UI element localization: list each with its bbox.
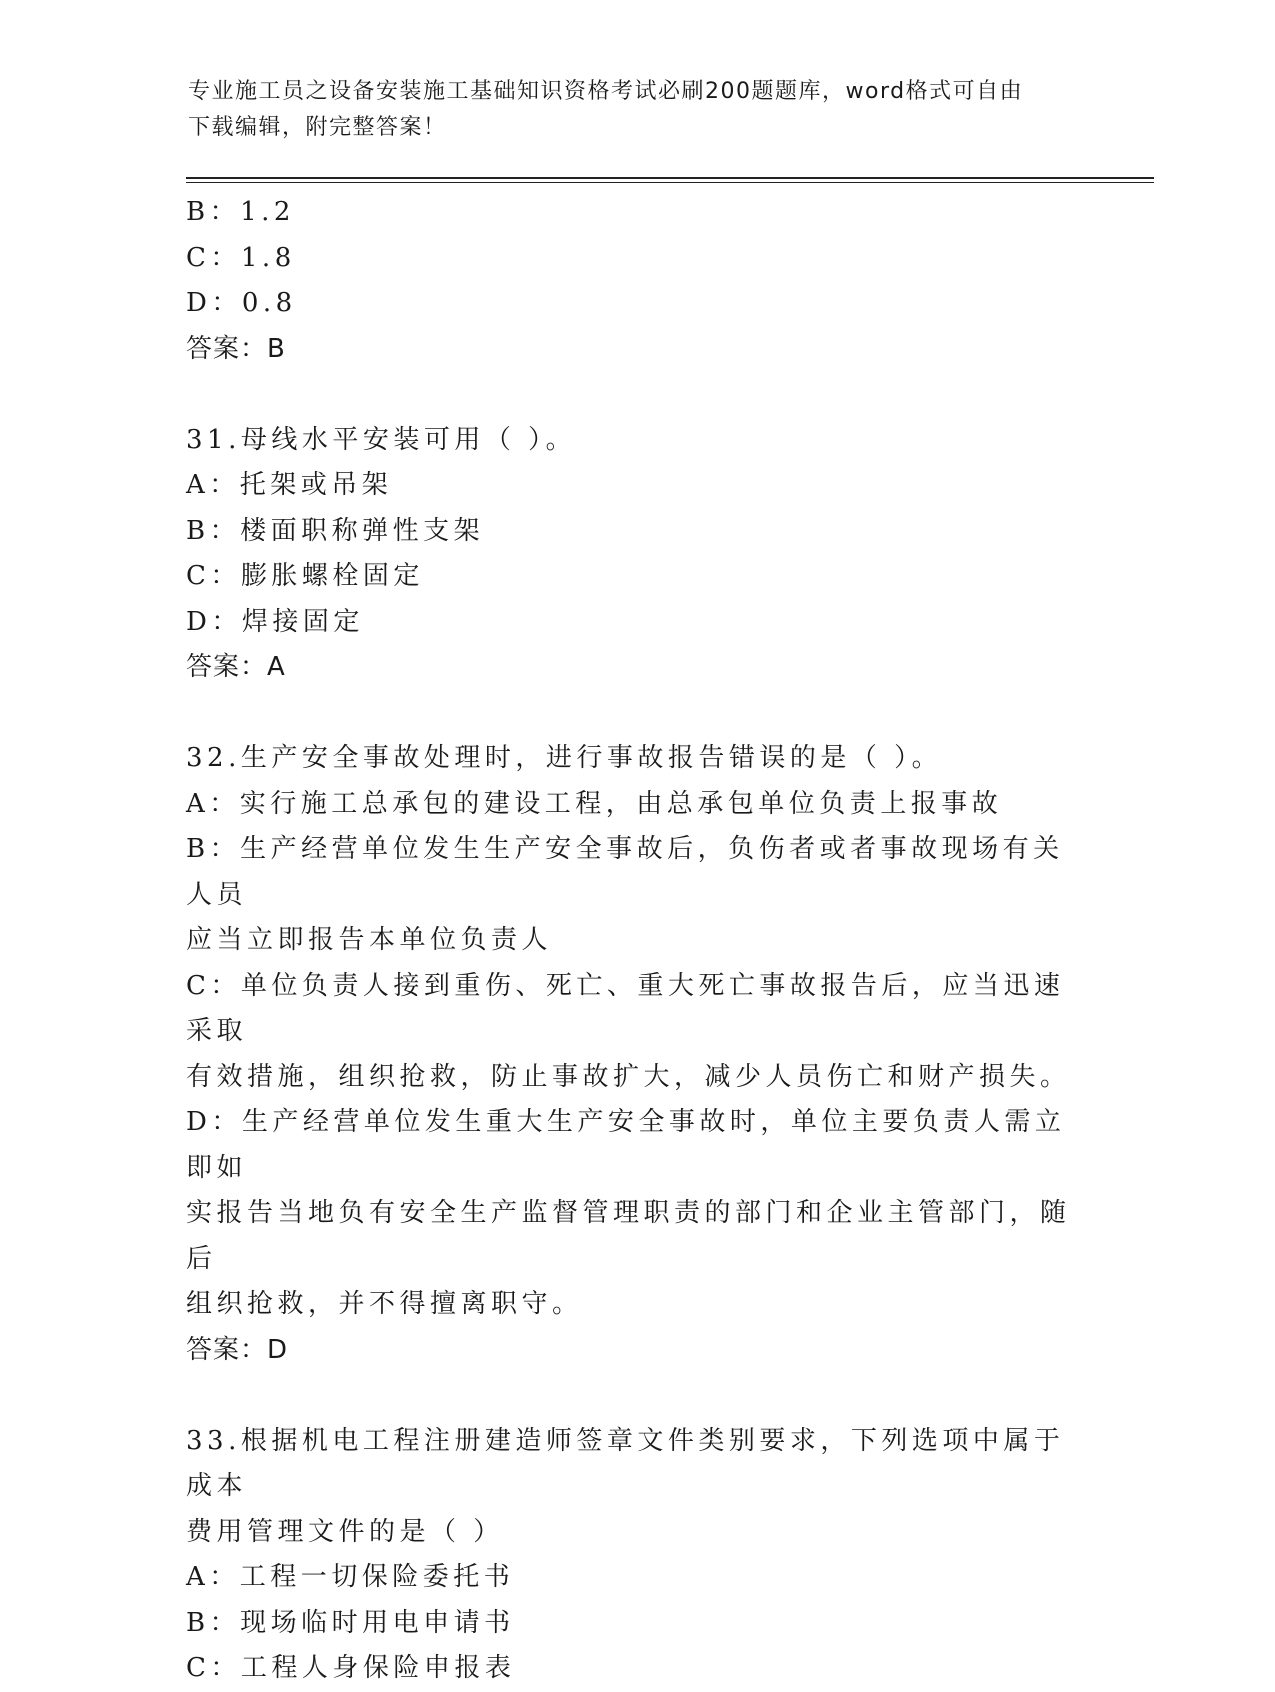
option-b: B：1.2 xyxy=(186,197,295,227)
question-gap xyxy=(186,372,1076,418)
question-stem-line-1: 33.根据机电工程注册建造师签章文件类别要求，下列选项中属于成本 xyxy=(186,1425,1065,1501)
option-b-line-1: B：生产经营单位发生生产安全事故后，负伤者或者事故现场有关人员 xyxy=(186,834,1064,910)
option-d: D：0.8 xyxy=(186,288,297,318)
option-d-line-3: 组织抢救，并不得擅离职守。 xyxy=(186,1289,583,1319)
question-stem: 31.母线水平安装可用（ ）。 xyxy=(186,424,577,455)
header-title-line-1: 专业施工员之设备安装施工基础知识资格考试必刷200题题库，word格式可自由 xyxy=(188,79,1024,104)
question-gap xyxy=(186,1373,1076,1419)
option-b: B：现场临时用电申请书 xyxy=(186,1607,515,1638)
option-b: B：楼面职称弹性支架 xyxy=(186,515,485,546)
option-b-line-2: 应当立即报告本单位负责人 xyxy=(186,925,553,955)
header-title-line-2: 下载编辑，附完整答案！ xyxy=(188,115,447,140)
question-gap xyxy=(186,691,1076,737)
option-d: D：焊接固定 xyxy=(186,606,364,637)
question-list xyxy=(186,190,1076,1692)
option-d-line-1: D：生产经营单位发生重大生产安全事故时，单位主要负责人需立即如 xyxy=(186,1107,1066,1183)
option-a: A：实行施工总承包的建设工程，由总承包单位负责上报事故 xyxy=(186,788,1003,819)
header-divider-thick xyxy=(186,177,1154,179)
option-d-line-2: 实报告当地负有安全生产监督管理职责的部门和企业主管部门，随后 xyxy=(186,1198,1071,1274)
answer-line: 答案：B xyxy=(186,333,286,364)
option-c-line-1: C：单位负责人接到重伤、死亡、重大死亡事故报告后，应当迅速采取 xyxy=(186,970,1065,1046)
option-a: A：工程一切保险委托书 xyxy=(186,1562,515,1592)
answer-line: 答案：A xyxy=(186,652,286,682)
question-32-block xyxy=(186,736,1076,1373)
question-33-block xyxy=(186,1419,1076,1692)
previous-question-block xyxy=(186,190,1076,372)
header-divider-thin xyxy=(186,182,1154,183)
question-stem: 32.生产安全事故处理时，进行事故报告错误的是（ ）。 xyxy=(186,743,943,773)
option-c: C：工程人身保险申报表 xyxy=(186,1653,516,1683)
document-header xyxy=(188,74,1088,146)
question-31-block xyxy=(186,418,1076,691)
question-stem-line-2: 费用管理文件的是（ ） xyxy=(186,1516,504,1547)
option-c: C：1.8 xyxy=(186,242,296,273)
option-c: C：膨胀螺栓固定 xyxy=(186,561,424,591)
option-a: A：托架或吊架 xyxy=(186,470,393,500)
option-c-line-2: 有效措施，组织抢救，防止事故扩大，减少人员伤亡和财产损失。 xyxy=(186,1061,1071,1092)
answer-line: 答案：D xyxy=(186,1334,289,1365)
